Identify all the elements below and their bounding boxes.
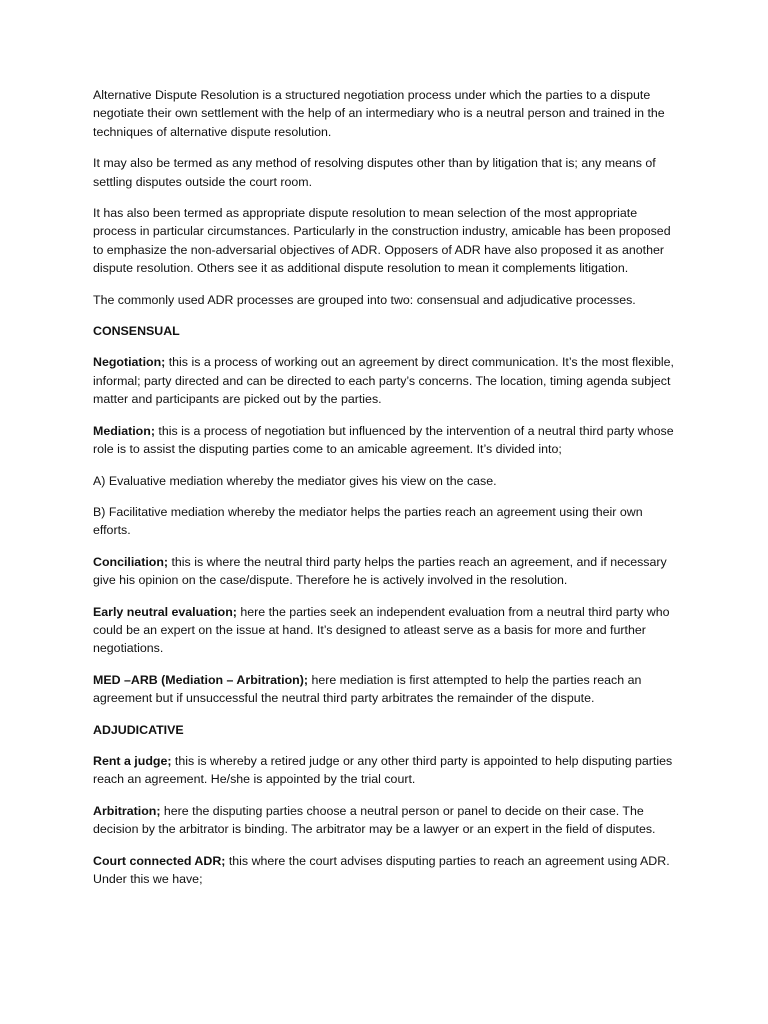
paragraph: [93, 802, 681, 839]
paragraph: [93, 671, 681, 708]
paragraph-text: Alternative Dispute Resolution is a structured negotiation process under which the parties to a dispute negotiate their own settlement with the help of an intermediary who is a neutral person and trained in the techniques of alternative dispute resolution.: [93, 88, 665, 139]
paragraph: [93, 86, 681, 141]
paragraph-term: Mediation;: [93, 423, 155, 438]
paragraph: [93, 154, 681, 191]
paragraph: [93, 422, 681, 459]
paragraph-text: this is where the neutral third party helps the parties reach an agreement, and if necessary give his opinion on the case/dispute. Therefore he is actively involved in the resolution.: [93, 554, 667, 588]
paragraph-text: The commonly used ADR processes are grouped into two: consensual and adjudicative processes.: [93, 292, 636, 307]
paragraph-term: Court connected ADR;: [93, 853, 226, 868]
paragraph: [93, 291, 681, 309]
paragraph-term: Negotiation;: [93, 355, 166, 370]
paragraph-term: Arbitration;: [93, 803, 161, 818]
paragraph-text: B) Facilitative mediation whereby the mediator helps the parties reach an agreement using their own efforts.: [93, 504, 643, 538]
paragraph-text: this is whereby a retired judge or any other third party is appointed to help disputing parties reach an agreement. He/she is appointed by the trial court.: [93, 753, 673, 787]
paragraph-term: Conciliation;: [93, 554, 169, 569]
document-body: [93, 86, 681, 901]
paragraph-text: It has also been termed as appropriate dispute resolution to mean selection of the most appropriate process in particular circumstances. Particularly in the construction industry, amicable has been proposed to emphasize the non-adversarial objectives of ADR. Opposers of ADR have also proposed it as another dispute resolution. Others see it as additional dispute resolution to mean it complements litigation.: [93, 206, 671, 276]
paragraph-text: here the parties seek an independent evaluation from a neutral third party who could be an expert on the issue at hand. It’s designed to atleast serve as a basis for more and further negotiations.: [93, 604, 670, 656]
paragraph-text: this where the court advises disputing parties to reach an agreement using ADR. Under this we have;: [93, 853, 670, 886]
paragraph: [93, 472, 681, 490]
paragraph-term: Early neutral evaluation;: [93, 604, 237, 619]
paragraph-text: here mediation is first attempted to help the parties reach an agreement but if unsuccessful the neutral third party arbitrates the remainder of the dispute.: [93, 672, 642, 706]
paragraph-term: MED –ARB (Mediation – Arbitration);: [93, 672, 308, 687]
paragraph-text: this is a process of negotiation but influenced by the intervention of a neutral third party whose role is to assist the disputing parties come to an amicable agreement. It’s divided into;: [93, 423, 674, 457]
paragraph: [93, 353, 681, 408]
paragraph: [93, 503, 681, 540]
paragraph-text: this is a process of working out an agreement by direct communication. It’s the most flexible, informal; party directed and can be directed to each party’s concerns. The location, timing agenda subject matter and participants are picked out by the parties.: [93, 355, 674, 407]
paragraph-term: Rent a judge;: [93, 753, 172, 768]
paragraph: [93, 204, 681, 278]
paragraph: [93, 852, 681, 889]
paragraph: [93, 603, 681, 658]
paragraph: [93, 553, 681, 590]
paragraph: [93, 752, 681, 789]
paragraph-text: It may also be termed as any method of resolving disputes other than by litigation that is; any means of settling disputes outside the court room.: [93, 156, 656, 189]
section-heading: ADJUDICATIVE: [93, 722, 184, 737]
section-heading: CONSENSUAL: [93, 324, 180, 339]
paragraph-text: A) Evaluative mediation whereby the mediator gives his view on the case.: [93, 473, 497, 488]
paragraph-text: here the disputing parties choose a neutral person or panel to decide on their case. The decision by the arbitrator is binding. The arbitrator may be a lawyer or an expert in the field of disputes.: [93, 803, 656, 837]
